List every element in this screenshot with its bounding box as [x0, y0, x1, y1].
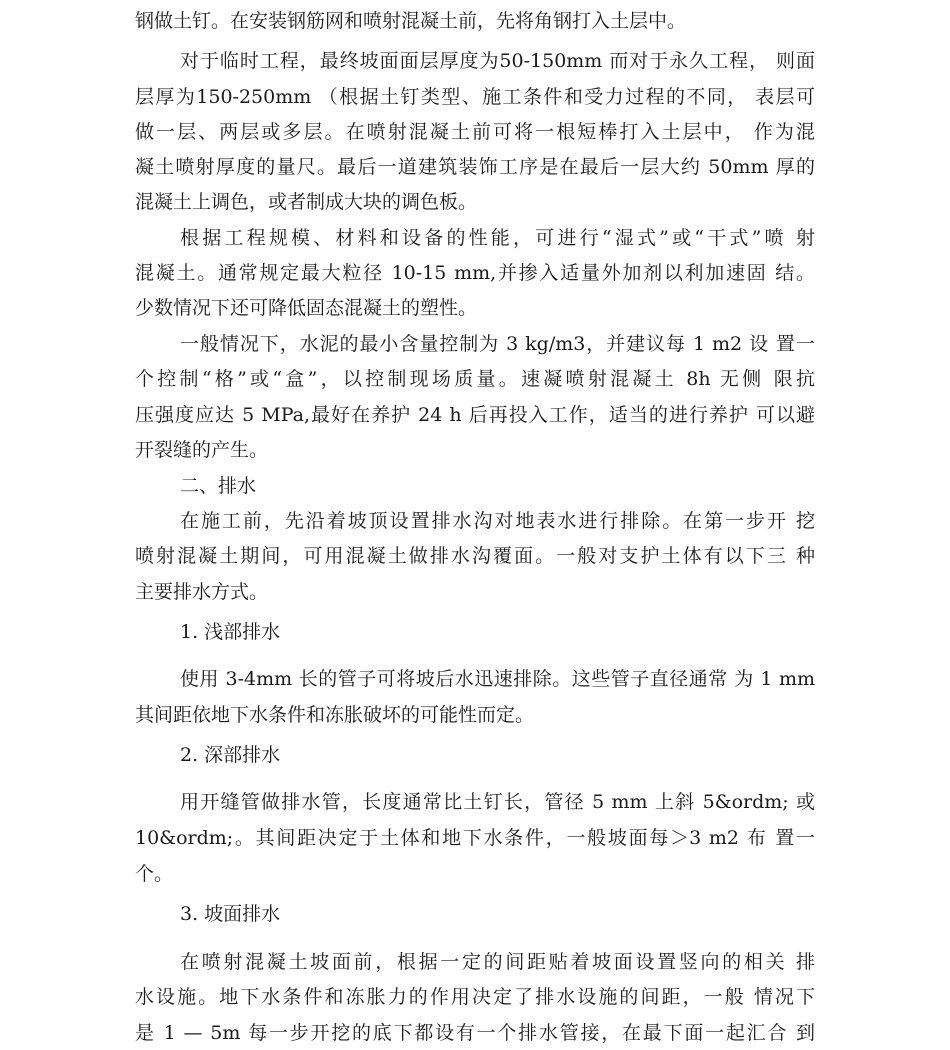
text-line: 使用 3-4mm 长的管子可将坡后水迅速排除。这些管子直径通常 为 1 mm [180, 668, 815, 690]
text-line: 根据工程规模、材料和设备的性能，可进行“湿式”或“干式”喷 射 [180, 227, 815, 249]
text-line: 层厚为150-250mm （根据土钉类型、施工条件和受力过程的不同， 表层可 [135, 86, 815, 108]
text-line: 喷射混凝土期间，可用混凝土做排水沟覆面。一般对支护土体有以下三 种 [135, 545, 815, 567]
text-line: 开裂缝的产生。 [135, 439, 269, 461]
text-line: 混凝土。通常规定最大粒径 10-15 mm,并掺入适量外加剂以利加速固 结。 [135, 262, 815, 284]
text-line: 1. 浅部排水 [180, 621, 281, 643]
text-line: 是 1 — 5m 每一步开挖的底下都设有一个排水管接，在最下面一起汇合 到 [135, 1022, 815, 1044]
text-line: 在施工前，先沿着坡顶设置排水沟对地表水进行排除。在第一步开 挖 [180, 510, 815, 532]
text-line: 一般情况下，水泥的最小含量控制为 3 kg/m3，并建议每 1 m2 设 置一 [180, 333, 815, 355]
text-line: 压强度应达 5 MPa,最好在养护 24 h 后再投入工作，适当的进行养护 可以避 [135, 404, 815, 426]
text-line: 个控制“格”或“盒”，以控制现场质量。速凝喷射混凝土 8h 无侧 限抗 [135, 368, 815, 390]
text-line: 对于临时工程，最终坡面面层厚度为50-150mm 而对于永久工程， 则面 [180, 50, 815, 72]
text-line: 凝土喷射厚度的量尺。最后一道建筑装饰工序是在最后一层大约 50mm 厚的 [135, 156, 815, 178]
text-line: 水设施。地下水条件和冻胀力的作用决定了排水设施的间距，一般 情况下 [135, 986, 815, 1008]
text-line: 在喷射混凝土坡面前，根据一定的间距贴着坡面设置竖向的相关 排 [180, 951, 815, 973]
text-line: 2. 深部排水 [180, 744, 281, 766]
text-line: 其间距依地下水条件和冻胀破坏的可能性而定。 [135, 704, 535, 726]
text-line: 用开缝管做排水管，长度通常比土钉长，管径 5 mm 上斜 5&ordm; 或 [180, 791, 815, 813]
text-line: 做一层、两层或多层。在喷射混凝土前可将一根短棒打入土层中， 作为混 [135, 121, 815, 143]
text-line: 10&ordm;。其间距决定于土体和地下水条件，一般坡面每＞3 m2 布 置一 [135, 827, 815, 849]
text-line: 主要排水方式。 [135, 581, 269, 603]
text-line: 个。 [135, 863, 174, 885]
text-line: 钢做土钉。在安装钢筋网和喷射混凝土前，先将角钢打入土层中。 [135, 10, 687, 32]
text-line: 少数情况下还可降低固态混凝土的塑性。 [135, 297, 478, 319]
text-line: 二、排水 [180, 475, 257, 497]
text-line: 3. 坡面排水 [180, 903, 281, 925]
text-line: 混凝土上调色，或者制成大块的调色板。 [135, 191, 478, 213]
